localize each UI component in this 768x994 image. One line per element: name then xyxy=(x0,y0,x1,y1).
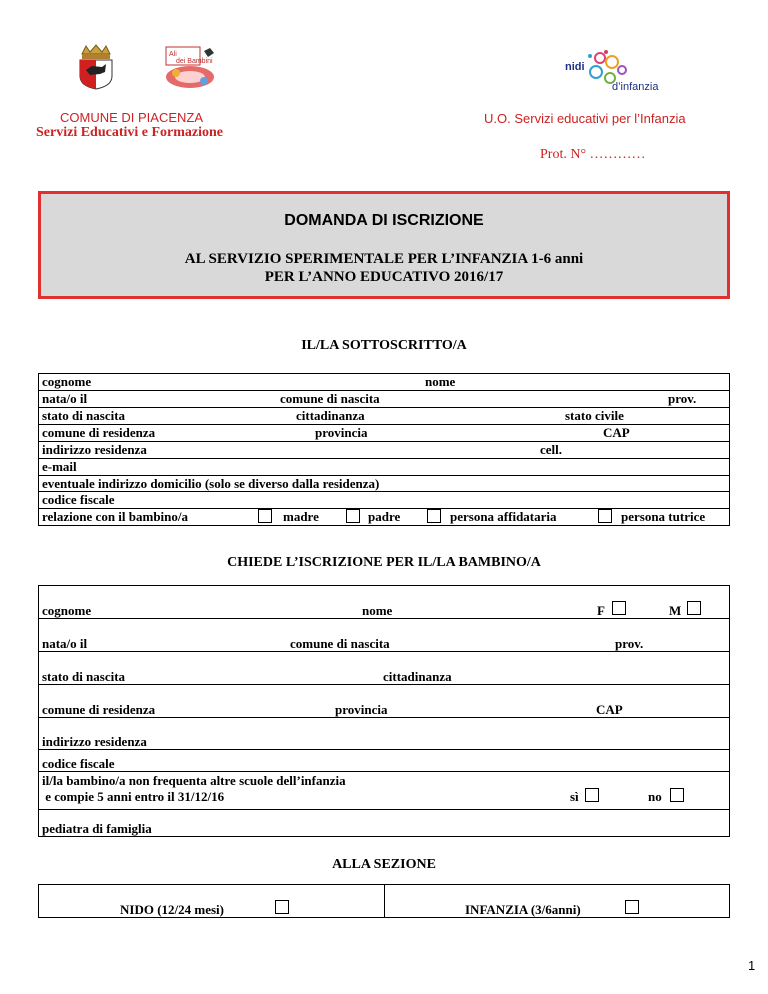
applicant-prov-label: prov. xyxy=(668,391,697,406)
si-checkbox[interactable] xyxy=(585,788,599,802)
section-heading: ALLA SEZIONE xyxy=(332,857,436,872)
svg-text:dei Bambini: dei Bambini xyxy=(176,58,213,65)
applicant-cap-label: CAP xyxy=(603,425,630,440)
tutrice-checkbox[interactable] xyxy=(598,509,612,523)
si-label: sì xyxy=(570,789,579,804)
padre-checkbox[interactable] xyxy=(346,509,360,523)
child-nata-label: nata/o il xyxy=(42,636,88,651)
child-m-label: M xyxy=(669,603,682,618)
applicant-stato-nascita-label: stato di nascita xyxy=(42,408,126,423)
child-comune-residenza-label: comune di residenza xyxy=(42,702,156,717)
subtitle-line-1: AL SERVIZIO SPERIMENTALE PER L’INFANZIA 1-6 anni xyxy=(184,251,584,267)
applicant-relazione-label: relazione con il bambino/a xyxy=(42,509,189,524)
org-name: COMUNE DI PIACENZA xyxy=(60,110,204,125)
applicant-nata-label: nata/o il xyxy=(42,391,88,406)
child-cap-label: CAP xyxy=(596,702,623,717)
tutrice-label: persona tutrice xyxy=(621,509,706,524)
child-frequenza-line-2: e compie 5 anni entro il 31/12/16 xyxy=(42,789,225,804)
child-pediatra-label: pediatra di famiglia xyxy=(42,821,152,836)
child-heading: CHIEDE L’ISCRIZIONE PER IL/LA BAMBINO/A xyxy=(227,555,541,570)
child-stato-nascita-label: stato di nascita xyxy=(42,669,126,684)
applicant-email-label: e-mail xyxy=(42,459,77,474)
child-f-label: F xyxy=(597,603,605,618)
child-frequenza-line-1: il/la bambino/a non frequenta altre scuole dell’infanzia xyxy=(42,773,346,788)
nidi-dinfanzia-logo xyxy=(560,48,670,98)
infanzia-label: INFANZIA (3/6anni) xyxy=(465,902,581,917)
org-department: Servizi Educativi e Formazione xyxy=(36,125,224,140)
child-prov-label: prov. xyxy=(615,636,644,651)
unit-name: U.O. Servizi educativi per l’Infanzia xyxy=(484,111,686,126)
child-comune-nascita-label: comune di nascita xyxy=(290,636,390,651)
page-number: 1 xyxy=(748,958,756,973)
applicant-heading: IL/LA SOTTOSCRITTO/A xyxy=(301,338,467,353)
applicant-domicilio-label: eventuale indirizzo domicilio (solo se diverso dalla residenza) xyxy=(42,476,380,491)
child-provincia-label: provincia xyxy=(335,702,388,717)
child-cittadinanza-label: cittadinanza xyxy=(383,669,452,684)
applicant-stato-civile-label: stato civile xyxy=(565,408,624,423)
no-checkbox[interactable] xyxy=(670,788,684,802)
nido-checkbox[interactable] xyxy=(275,900,289,914)
applicant-provincia-label: provincia xyxy=(315,425,368,440)
svg-text:Ali: Ali xyxy=(169,51,177,58)
affidataria-checkbox[interactable] xyxy=(427,509,441,523)
svg-text:nidi: nidi xyxy=(565,61,585,73)
applicant-comune-residenza-label: comune di residenza xyxy=(42,425,156,440)
madre-label: madre xyxy=(283,509,319,524)
form-subtitle xyxy=(41,250,727,286)
applicant-cognome-label: cognome xyxy=(42,374,92,389)
ali-dei-bambini-logo xyxy=(160,45,222,93)
applicant-cittadinanza-label: cittadinanza xyxy=(296,408,365,423)
applicant-codice-fiscale-label: codice fiscale xyxy=(42,492,115,507)
comune-crest-logo xyxy=(76,44,116,90)
child-nome-label: nome xyxy=(362,603,393,618)
nido-label: NIDO (12/24 mesi) xyxy=(120,902,224,917)
child-cognome-label: cognome xyxy=(42,603,92,618)
form-title: DOMANDA DI ISCRIZIONE xyxy=(284,212,484,229)
applicant-indirizzo-label: indirizzo residenza xyxy=(42,442,147,457)
infanzia-checkbox[interactable] xyxy=(625,900,639,914)
child-codice-fiscale-label: codice fiscale xyxy=(42,756,115,771)
affidataria-label: persona affidataria xyxy=(450,509,557,524)
applicant-cell-label: cell. xyxy=(540,442,563,457)
protocol-number: Prot. N° ………… xyxy=(540,147,646,162)
applicant-nome-label: nome xyxy=(425,374,456,389)
child-f-checkbox[interactable] xyxy=(612,601,626,615)
madre-checkbox[interactable] xyxy=(258,509,272,523)
svg-text:d’infanzia: d’infanzia xyxy=(612,81,659,93)
title-box xyxy=(38,191,730,299)
subtitle-line-2: PER L’ANNO EDUCATIVO 2016/17 xyxy=(264,269,504,285)
child-indirizzo-label: indirizzo residenza xyxy=(42,734,147,749)
child-m-checkbox[interactable] xyxy=(687,601,701,615)
padre-label: padre xyxy=(368,509,401,524)
applicant-comune-nascita-label: comune di nascita xyxy=(280,391,380,406)
no-label: no xyxy=(648,789,662,804)
